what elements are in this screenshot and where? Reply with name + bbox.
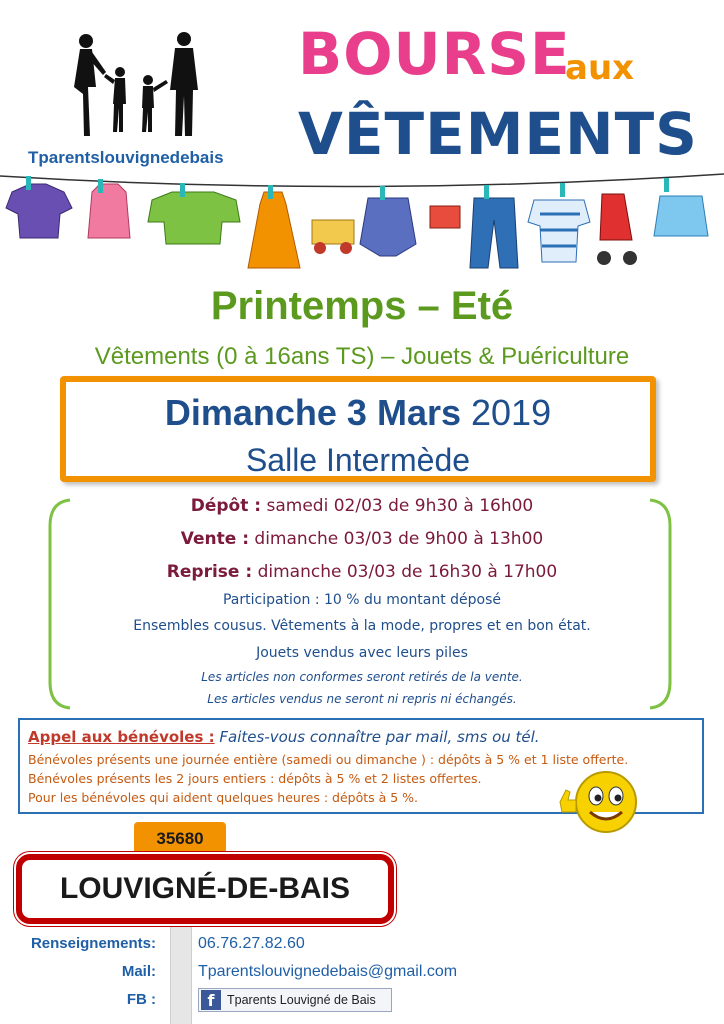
volunteers-line-3: Pour les bénévoles qui aident quelques heures : dépôts à 5 %.	[28, 790, 419, 805]
season-heading: Printemps – Eté	[210, 284, 514, 328]
volunteers-line-1: Bénévoles présents une journée entière (samedi ou dimanche ) : dépôts à 5 % et 1 liste offerte.	[28, 752, 629, 767]
smiley-thumbs-up-icon	[552, 768, 644, 834]
facebook-icon: f	[201, 990, 221, 1010]
note-echanges: Les articles vendus ne seront ni repris ni échangés.	[207, 692, 517, 706]
association-name: Tparentslouvignedebais	[28, 148, 224, 167]
vente-line	[60, 529, 664, 549]
event-year: 2019	[471, 392, 552, 433]
reprise-label: Reprise :	[166, 562, 253, 582]
event-date-box	[60, 376, 656, 482]
facebook-page-link[interactable]	[198, 988, 392, 1012]
title-aux: aux	[565, 48, 635, 88]
depot-label: Dépôt :	[190, 496, 262, 516]
note-nonconformes: Les articles non conformes seront retirés de la vente.	[201, 670, 523, 684]
contact-phone-label: Renseignements:	[30, 935, 156, 952]
event-date-text: Dimanche 3 Mars	[164, 392, 461, 433]
jouets-text: Jouets vendus avec leurs piles	[256, 645, 468, 661]
categories-subtitle: Vêtements (0 à 16ans TS) – Jouets & Puériculture	[94, 343, 630, 370]
reprise-value: dimanche 03/03 de 16h30 à 17h00	[257, 562, 558, 582]
family-silhouette-icon	[66, 32, 206, 142]
volunteers-intro: Faites-vous connaître par mail, sms ou tél.	[219, 728, 540, 746]
zip-code-badge: 35680	[134, 822, 226, 856]
town-sign: LOUVIGNÉ-DE-BAIS	[16, 854, 394, 924]
clothesline-icon	[0, 170, 724, 280]
volunteers-label: Appel aux bénévoles :	[28, 728, 215, 746]
title-bourse: BOURSE	[298, 20, 571, 88]
sign-pole	[170, 910, 192, 1024]
depot-line	[60, 496, 664, 516]
ensembles-text: Ensembles cousus. Vêtements à la mode, propres et en bon état.	[133, 618, 591, 634]
title-vetements: VÊTEMENTS	[298, 100, 698, 168]
participation-text: Participation : 10 % du montant déposé	[222, 592, 502, 608]
contact-fb-label: FB :	[126, 991, 156, 1008]
event-date	[66, 392, 650, 434]
volunteers-line-2: Bénévoles présents les 2 jours entiers : dépôts à 5 % et 2 listes offertes.	[28, 771, 482, 786]
depot-value: samedi 02/03 de 9h30 à 16h00	[266, 496, 534, 516]
reprise-line	[60, 562, 664, 582]
contact-email[interactable]: Tparentslouvignedebais@gmail.com	[198, 963, 458, 980]
facebook-page-name: Tparents Louvigné de Bais	[227, 993, 376, 1007]
contact-phone[interactable]: 06.76.27.82.60	[198, 935, 305, 952]
vente-label: Vente :	[180, 529, 250, 549]
vente-value: dimanche 03/03 de 9h00 à 13h00	[254, 529, 544, 549]
contact-mail-label: Mail:	[121, 963, 156, 980]
event-venue: Salle Intermède	[245, 442, 471, 478]
volunteers-heading	[28, 728, 540, 746]
